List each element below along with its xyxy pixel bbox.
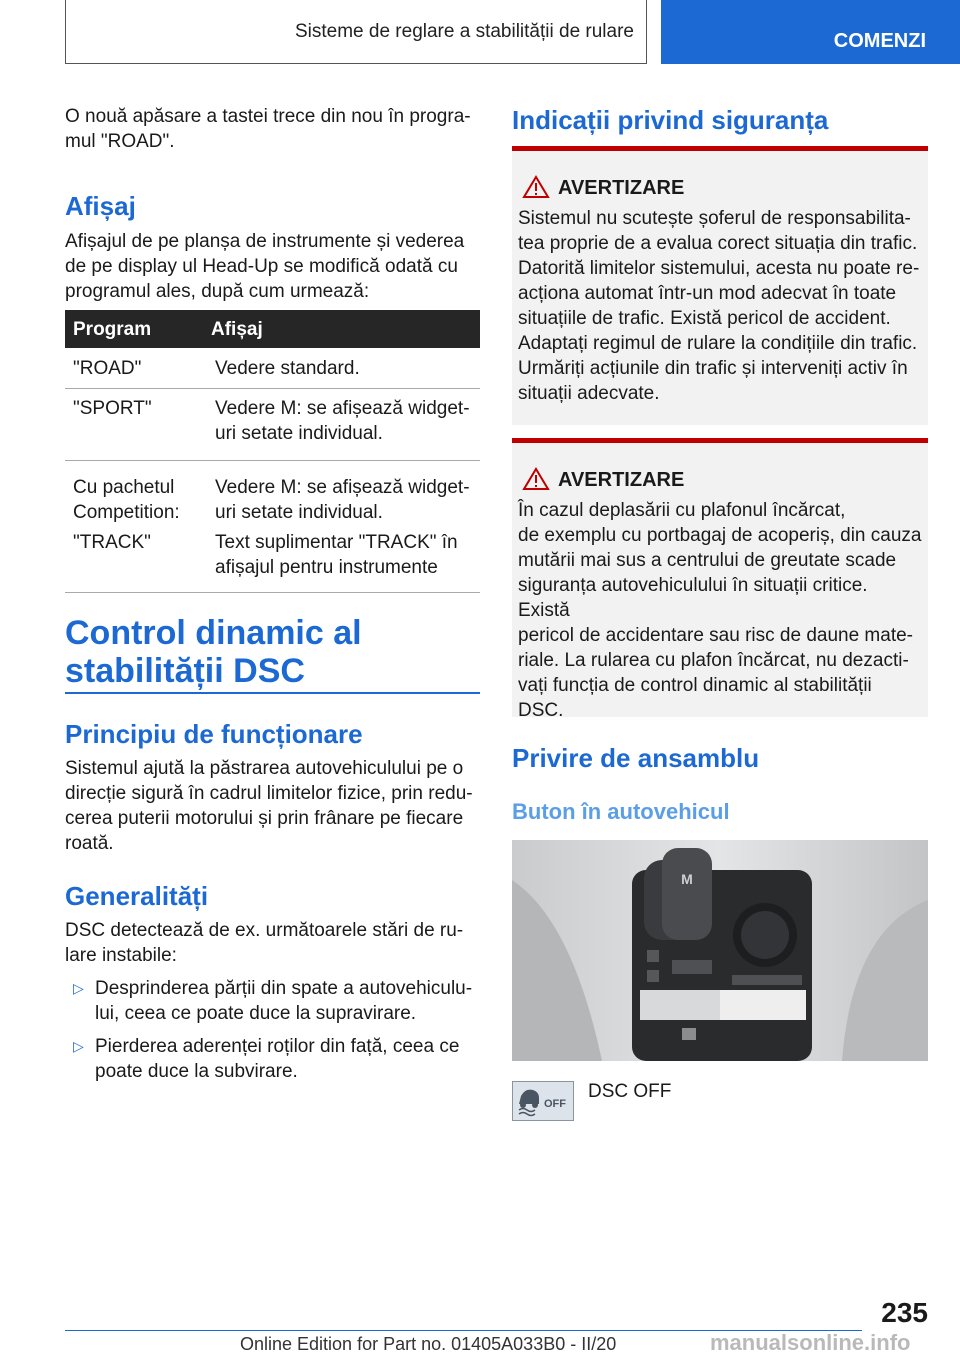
table-header-row bbox=[65, 310, 480, 348]
table-row bbox=[65, 525, 480, 593]
intro-paragraph: O nouă apăsare a tastei trece din nou în progra‐ mul "ROAD". bbox=[65, 106, 471, 152]
warning-triangle-icon bbox=[522, 467, 550, 491]
triangle-bullet-icon: ▷ bbox=[73, 980, 84, 996]
button-subheading: Buton în autovehicul bbox=[512, 799, 730, 824]
warning-text: Sistemul nu scutește șoferul de responsabilita‐ tea proprie de a evalua corect situația din trafic. Datorită limitelor sistemului, acesta nu poate re‐ acționa automat într-un mod adecvat în toate situațiile de trafic. Există pericol de accident. Adaptați regimul de rulare la condițiile din trafic. Urmăriți acțiunile din trafic și interveniți activ în situații adecvate. bbox=[518, 208, 920, 404]
safety-heading: Indicații privind siguranța bbox=[512, 105, 829, 135]
table-cell-program: "SPORT" bbox=[73, 398, 152, 419]
footer-edition: Online Edition for Part no. 01405A033B0 - II/20 bbox=[240, 1334, 617, 1354]
list-item bbox=[65, 1034, 480, 1084]
warning-title: AVERTIZARE bbox=[558, 469, 685, 491]
dsc-off-button-icon bbox=[512, 1081, 574, 1121]
principiu-heading: Principiu de funcționare bbox=[65, 719, 363, 749]
table-row bbox=[65, 461, 480, 526]
table-cell-program: Cu pachetul Competition: bbox=[73, 477, 180, 523]
table-cell-display: Text suplimentar "TRACK" în afișajul pentru instrumente bbox=[215, 532, 458, 578]
table-row bbox=[65, 389, 480, 461]
center-console-photo bbox=[512, 840, 928, 1061]
header-chapter-tab[interactable] bbox=[661, 0, 960, 64]
program-display-table bbox=[65, 310, 480, 593]
principiu-paragraph: Sistemul ajută la păstrarea autovehiculului pe o direcție sigură în cadrul limitelor fizice, prin redu‐ cerea puterii motorului și prin frânare pe fiecare roată. bbox=[65, 758, 473, 854]
gear-selector-logo: M bbox=[681, 871, 693, 887]
afisaj-heading: Afișaj bbox=[65, 191, 136, 221]
list-item-text: Pierderea aderenței roților din față, ceea ce poate duce la subvirare. bbox=[95, 1036, 460, 1082]
table-cell-display: Vedere standard. bbox=[215, 358, 360, 379]
icon-off-text: OFF bbox=[544, 1098, 566, 1110]
table-cell-display: Vedere M: se afișează widget‐ uri setate individual. bbox=[215, 477, 470, 523]
instability-list bbox=[65, 976, 480, 1084]
overview-heading: Privire de ansamblu bbox=[512, 743, 760, 773]
afisaj-paragraph: Afișajul de pe planșa de instrumente și vederea de pe display ul Head-Up se modifică odată cu programul ales, după cum urmează: bbox=[65, 231, 465, 302]
table-header-afisaj: Afișaj bbox=[203, 310, 480, 348]
table-cell-display: Vedere M: se afișează widget‐ uri setate individual. bbox=[215, 398, 470, 444]
generalitati-heading: Generalități bbox=[65, 881, 209, 911]
dsc-off-label: DSC OFF bbox=[588, 1081, 672, 1102]
dsc-chapter-heading: Control dinamic al stabilității DSC bbox=[65, 614, 362, 690]
chapter-rule bbox=[65, 692, 480, 694]
table-cell-program: "ROAD" bbox=[73, 358, 142, 379]
warning-title: AVERTIZARE bbox=[558, 177, 685, 199]
table-row bbox=[65, 348, 480, 389]
list-item-text: Desprinderea părții din spate a autovehiculu‐ lui, ceea ce poate duce la supravirare. bbox=[95, 978, 473, 1024]
generalitati-paragraph: DSC detectează de ex. următoarele stări de ru‐ lare instabile: bbox=[65, 920, 464, 966]
warning-text: În cazul deplasării cu plafonul încărcat, de exemplu cu portbagaj de acoperiș, din cauza mutării mai sus a centrului de greutate scade siguranța autovehiculului în situații critice. Există pericol de accidentare sau risc de daune mate‐ riale. La rularea cu plafon încărcat, nu dezacti‐ vați funcția de control dinamic al stabilității DSC. bbox=[518, 500, 922, 721]
header-section-title: Sisteme de reglare a stabilității de rulare bbox=[294, 21, 634, 42]
header-tab-label: COMENZI bbox=[833, 30, 926, 52]
warning-box-2 bbox=[512, 438, 928, 721]
table-header-program: Program bbox=[65, 310, 203, 348]
warning-box-1 bbox=[512, 146, 928, 425]
table-cell-program: "TRACK" bbox=[73, 532, 151, 553]
warning-triangle-icon bbox=[522, 175, 550, 199]
list-item bbox=[65, 976, 480, 1026]
footer-watermark: manualsonline.info bbox=[710, 1330, 911, 1355]
header-section-box bbox=[65, 0, 647, 64]
triangle-bullet-icon: ▷ bbox=[73, 1038, 84, 1054]
page-number: 235 bbox=[881, 1297, 928, 1328]
